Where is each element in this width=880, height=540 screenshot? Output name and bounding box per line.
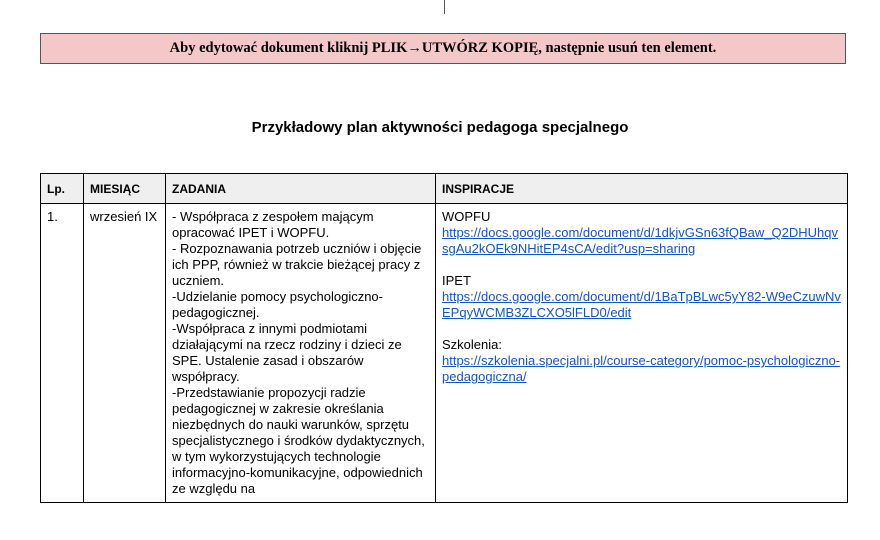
header-inspirations: INSPIRACJE [436, 174, 848, 204]
inspiration-training [442, 337, 841, 385]
text-cursor [444, 0, 445, 14]
header-tasks: ZADANIA [166, 174, 436, 204]
cell-inspirations [436, 204, 848, 503]
table-header-row [41, 174, 848, 204]
inspiration-label: Szkolenia: [442, 337, 502, 352]
inspiration-label: IPET [442, 273, 471, 288]
cell-month: wrzesień IX [84, 204, 166, 503]
header-lp: Lp. [41, 174, 84, 204]
activity-plan-table [40, 173, 848, 503]
training-link[interactable]: https://szkolenia.specjalni.pl/course-category/pomoc-psychologiczno-pedagogiczna/ [442, 353, 841, 384]
wopfu-link[interactable]: https://docs.google.com/document/d/1dkjvGSn63fQBaw_Q2DHUhqvsgAu2kOEk9NHitEP4sCA/edit?usp=sharing [442, 225, 838, 256]
inspiration-wopfu [442, 209, 841, 257]
task-item: -Udzielanie pomocy psychologiczno-pedagogicznej. [172, 289, 383, 320]
inspiration-ipet [442, 273, 841, 321]
task-item: - Współpraca z zespołem mającym opracować IPET i WOPFU. [172, 209, 374, 240]
ipet-link[interactable]: https://docs.google.com/document/d/1BaTpBLwc5yY82-W9eCzuwNvEPqyWCMB3ZLCXO5lFLD0/edit [442, 289, 841, 320]
table-row [41, 204, 848, 503]
cell-tasks [166, 204, 436, 503]
inspiration-label: WOPFU [442, 209, 491, 224]
task-item: -Przedstawianie propozycji radzie pedagogicznej w zakresie określania niezbędnych do nauki warunków, sprzętu specjalistycznego i środków dydaktycznych, w tym wykorzystujących technologie informacyjno-komunikacyjne, odpowiednich ze względu na [172, 385, 425, 496]
cell-lp: 1. [41, 204, 84, 503]
header-month: MIESIĄC [84, 174, 166, 204]
edit-notice-banner [40, 33, 846, 64]
task-item: -Współpraca z innymi podmiotami działającymi na rzecz rodziny i dzieci ze SPE. Ustalenie zasad i obszarów współpracy. [172, 321, 402, 384]
task-item: - Rozpoznawania potrzeb uczniów i objęcie ich PPP, również w trakcie bieżącej pracy z uczniem. [172, 241, 422, 288]
document-title: Przykładowy plan aktywności pedagoga specjalnego [251, 119, 629, 136]
edit-notice-text: Aby edytować dokument kliknij PLIK→UTWÓRZ KOPIĘ, następnie usuń ten element. [169, 40, 717, 56]
